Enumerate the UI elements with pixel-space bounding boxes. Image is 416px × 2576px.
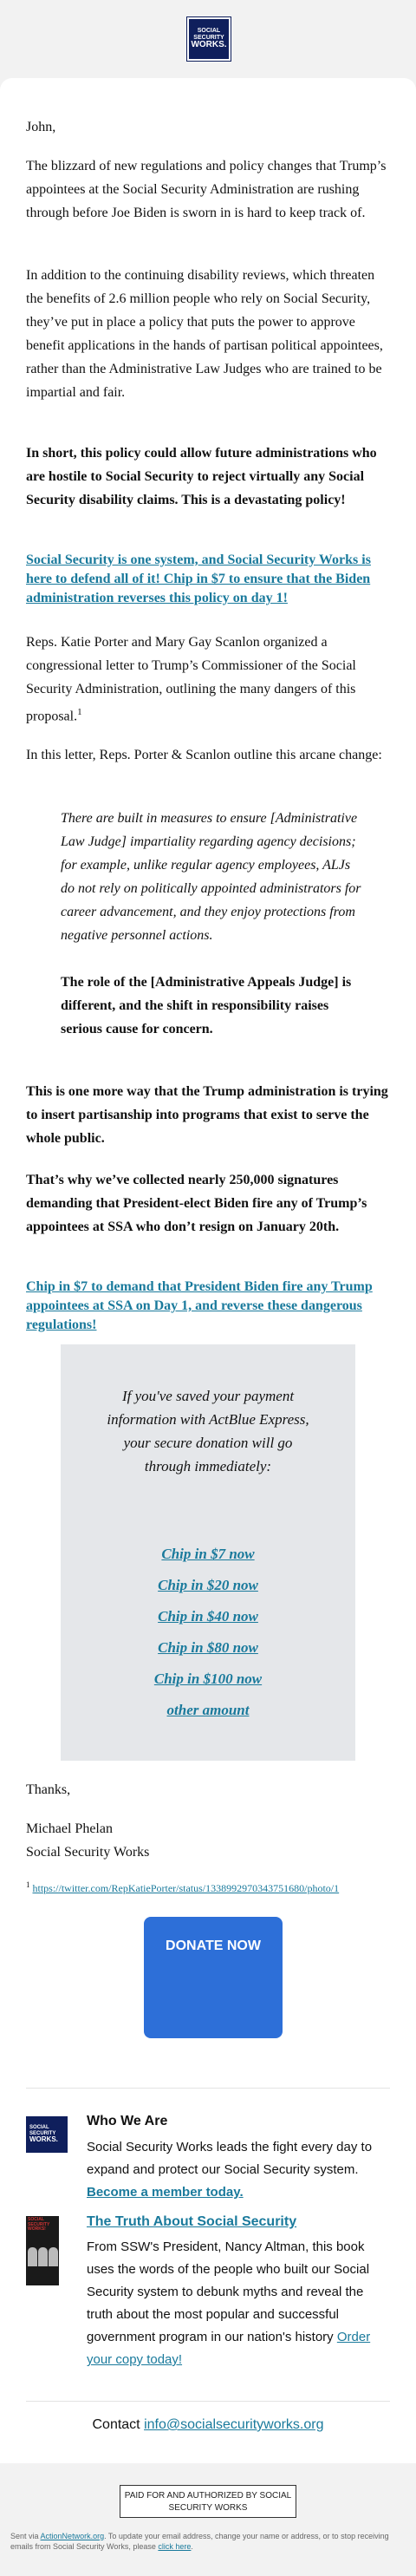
who-we-are-text (87, 2136, 390, 2204)
footer (10, 2531, 406, 2552)
footer-pre: Sent via (10, 2532, 39, 2540)
paragraph-5: In this letter, Reps. Porter & Scanlon outline this arcane change: (26, 748, 382, 762)
donate-now-button[interactable]: DONATE NOW (144, 1917, 283, 2038)
paid-for-box: PAID FOR AND AUTHORIZED BY SOCIAL SECURITY WORKS (120, 2485, 296, 2518)
footer-end: . (191, 2542, 193, 2551)
unsubscribe-link[interactable]: click here (158, 2542, 192, 2551)
chip-100-link[interactable]: Chip in $100 now (153, 1670, 263, 1687)
footer-mid: . To update your email address, change your name or address, or to stop receiving emails from Social Security Works, please (10, 2532, 389, 2551)
actblue-express-box (61, 1344, 355, 1761)
small-logo-line2: SECURITY (29, 2130, 56, 2136)
signer-org: Social Security Works (26, 1845, 150, 1860)
footnote (26, 1878, 390, 1895)
chip-80-link[interactable]: Chip in $80 now (158, 1639, 258, 1656)
ssw-small-logo (26, 2116, 68, 2153)
chip-40-link[interactable]: Chip in $40 now (158, 1608, 258, 1625)
footnote-marker: 1 (77, 707, 82, 717)
ssw-logo (187, 17, 231, 61)
donate-link-2[interactable]: Chip in $7 to demand that President Biden fire any Trump appointees at SSA on Day 1, and reverse these dangerous regulations! (26, 1279, 373, 1332)
actionnetwork-link[interactable]: ActionNetwork.org (40, 2532, 105, 2540)
paragraph-6: This is one more way that the Trump administration is trying to insert partisanship into programs that exist to serve the whole public. (26, 1084, 388, 1146)
small-logo-line1: SOCIAL (29, 2125, 49, 2130)
thanks: Thanks, (26, 1782, 71, 1797)
contact-email-link[interactable]: info@socialsecurityworks.org (144, 2417, 324, 2432)
become-member-link[interactable]: Become a member today. (87, 2185, 244, 2200)
donate-link-1-wrap (26, 551, 390, 608)
paragraph-3: In short, this policy could allow future administrations who are hostile to Social Security to reject virtually any Social Security disability claims. This is a devastating policy! (26, 446, 377, 507)
book-title-link[interactable]: The Truth About Social Security (87, 2214, 297, 2229)
email-card (0, 78, 416, 2463)
logo-line2: SECURITY (193, 34, 224, 41)
order-copy-link[interactable]: Order your copy today! (87, 2330, 371, 2367)
book-cover-image (26, 2216, 59, 2285)
chip-7-link[interactable]: Chip in $7 now (161, 1546, 255, 1562)
cover-figure-1 (28, 2247, 37, 2266)
signer-name: Michael Phelan (26, 1821, 113, 1836)
logo-line3: WORKS. (191, 40, 227, 50)
footnote-number: 1 (26, 1880, 30, 1889)
footnote-link[interactable]: https://twitter.com/RepKatiePorter/status/1338992970343751680/photo/1 (32, 1882, 340, 1894)
book-description: From SSW's President, Nancy Altman, this book uses the words of the people who built our Social Security system to debunk myths and reveal the truth about the most popular and successful government program in our nation's history (87, 2239, 370, 2344)
other-amount-link[interactable]: other amount (166, 1702, 250, 1718)
donate-link-2-wrap (26, 1278, 390, 1335)
cover-figure-3 (49, 2247, 58, 2266)
paragraph-4-text: Reps. Katie Porter and Mary Gay Scanlon organized a congressional letter to Trump’s Commissioner of the Social Security Administration, outlining the many dangers of this proposal. (26, 635, 356, 724)
chip-20-link[interactable]: Chip in $20 now (158, 1577, 258, 1593)
contact-label: Contact (92, 2417, 140, 2432)
cover-figure-2 (38, 2247, 48, 2266)
logo-line1: SOCIAL (197, 28, 221, 35)
small-logo-line3: WORKS. (29, 2135, 58, 2144)
divider-1 (26, 2088, 390, 2089)
quote-italic: There are built in measures to ensure [Administrative Law Judge] impartiality regarding agency decisions; for example, unlike regular agency employees, ALJs do not rely on politically appointed administrators for career advancement, and they enjoy protections from negative personnel actions. (61, 811, 361, 943)
paragraph-1: The blizzard of new regulations and policy changes that Trump’s appointees at the Social Security Administration are rushing through before Joe Biden is sworn in is hard to keep track of. (26, 159, 387, 220)
paragraph-7: That’s why we’ve collected nearly 250,000 signatures demanding that President-elect Biden fire any of Trump’s appointees at SSA who don’t resign on January 20th. (26, 1173, 367, 1234)
contact-line (26, 2417, 390, 2433)
greeting: John, (26, 120, 56, 134)
book-text (87, 2236, 390, 2371)
who-we-are-body: Social Security Works leads the fight every day to expand and protect our Social Security system. (87, 2140, 373, 2177)
divider-2 (26, 2401, 390, 2402)
paragraph-4 (26, 631, 390, 728)
express-text: If you've saved your payment information with ActBlue Express, your secure donation will go through immediately: (107, 1388, 309, 1474)
donate-link-1[interactable]: Social Security is one system, and Social Security Works is here to defend all of it! Chip in $7 to ensure that the Biden administration reverses this policy on day 1! (26, 552, 371, 605)
quote-bold: The role of the [Administrative Appeals Judge] is different, and the shift in responsibility raises serious cause for concern. (61, 975, 352, 1036)
paragraph-2: In addition to the continuing disability reviews, which threaten the benefits of 2.6 million people who rely on Social Security, they’ve put in place a policy that puts the power to approve benefit applications in the hands of partisan political appointees, rather than the Administrative Law Judges who are trained to be impartial and fair. (26, 268, 383, 400)
book-cover-title: SOCIAL SECURITY WORKS! (28, 2217, 50, 2232)
who-we-are-title: Who We Are (87, 2114, 168, 2128)
